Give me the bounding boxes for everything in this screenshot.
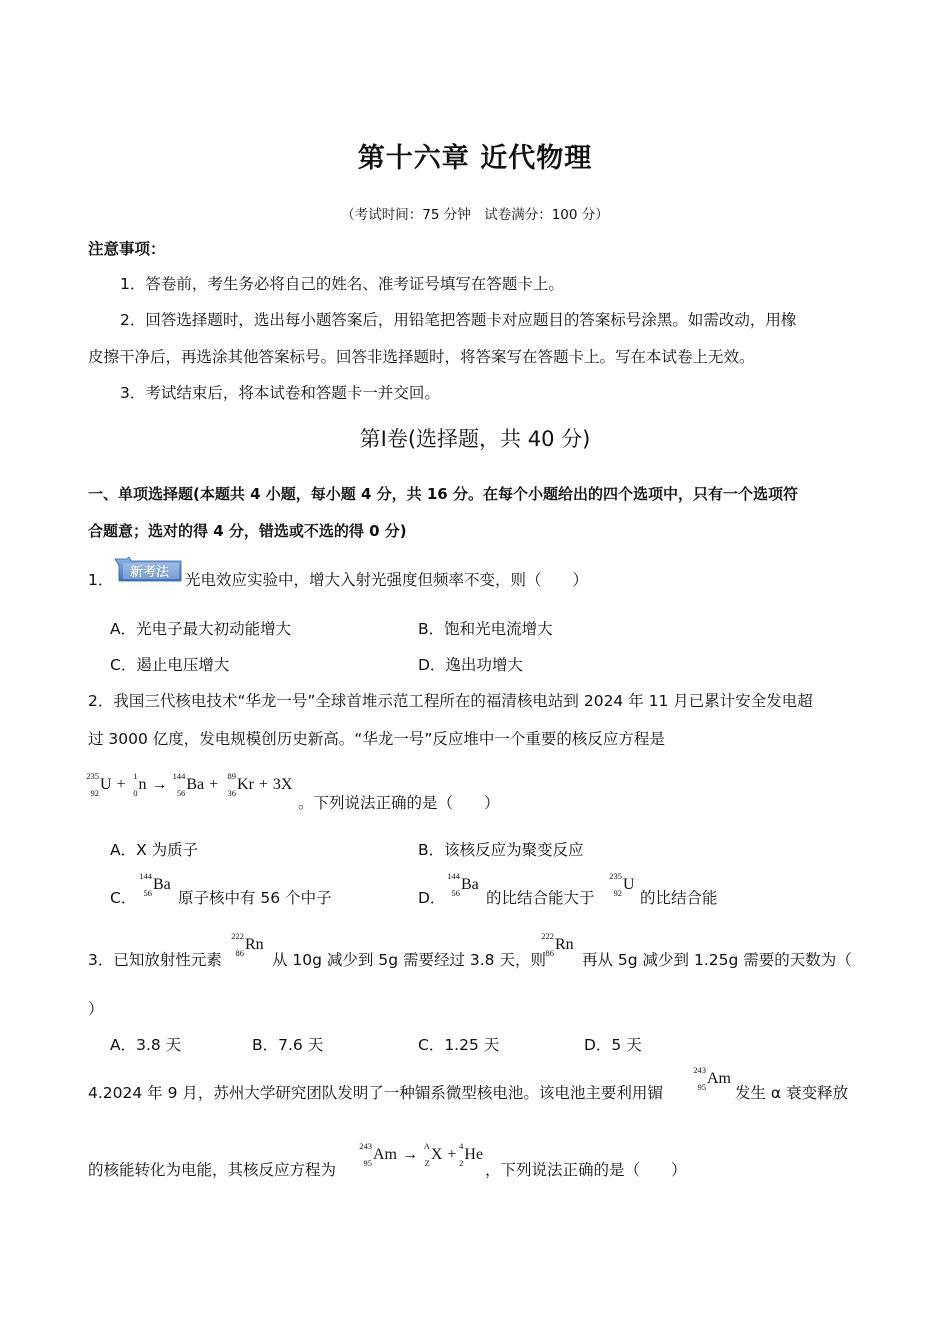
q3-text-part-4: ） — [88, 1000, 104, 1018]
q2-option-d-mid: 的比结合能大于 — [486, 889, 595, 907]
q2-option-b: B．该核反应为聚变反应 — [418, 841, 584, 859]
notice-heading: 注意事项： — [88, 240, 166, 258]
q4-text-part-1: 4.2024 年 9 月，苏州大学研究团队发明了一种镅系微型核电池。该电池主要利用镅 — [88, 1084, 663, 1102]
q1-text: 光电效应实验中，增大入射光强度但频率不变，则（ ） — [185, 571, 589, 589]
q2-option-d-label: D． — [418, 889, 446, 907]
notice-item-2-line-2: 皮擦干净后，再选涂其他答案标号。回答非选择题时，将答案写在答题卡上。写在本试卷上无效。 — [88, 348, 755, 366]
q2-option-d-nuclide-u: 235 92 U — [609, 871, 635, 898]
nuclide-ba144: 144 56 — [172, 771, 186, 798]
q2-option-a: A．X 为质子 — [110, 841, 199, 859]
q4-text-part-2: 发生 α 衰变释放 — [735, 1084, 849, 1102]
q3-text-part-1: 3．已知放射性元素 — [88, 951, 222, 969]
q4-text-part-3: 的核能转化为电能，其核反应方程为 — [88, 1161, 337, 1179]
q3-nuclide-rn-1: 222 86 Rn — [231, 931, 264, 958]
notice-item-3: 3．考试结束后，将本试卷和答题卡一并交回。 — [120, 384, 440, 402]
q1-option-a: A．光电子最大初动能增大 — [110, 620, 292, 638]
q1-option-c: C．遏止电压增大 — [110, 656, 230, 674]
section-title: 第Ⅰ卷(选择题，共 40 分) — [359, 427, 591, 451]
q3-text-part-3: 再从 5g 减少到 1.25g 需要的天数为（ — [582, 951, 852, 969]
q3-text-part-2: 从 10g 减少到 5g 需要经过 3.8 天，则 — [272, 951, 546, 969]
part1-instructions-line-2: 合题意；选对的得 4 分，错选或不选的得 0 分) — [88, 522, 407, 540]
exam-info: （考试时间：75 分钟 试卷满分：100 分） — [341, 207, 609, 223]
nuclide-u235: 235 92 — [86, 771, 99, 798]
part1-instructions-line-1: 一、单项选择题(本题共 4 小题，每小题 4 分，共 16 分。在每个小题给出的四个选项中，只有一个选项符 — [88, 485, 798, 503]
q3-option-a: A．3.8 天 — [110, 1036, 182, 1054]
q1-number: 1． — [88, 571, 114, 589]
q2-option-c-nuclide: 144 56 Ba — [139, 871, 171, 898]
q2-reaction-equation: 235 92 U + 1 0 n → 144 56 Ba + 89 36 Kr + 3X — [86, 771, 293, 798]
page-title: 第十六章 近代物理 — [357, 143, 593, 174]
q4-text-part-4: ，下列说法正确的是（ ） — [485, 1161, 687, 1179]
q2-text-line-1: 2．我国三代核电技术“华龙一号”全球首堆示范工程所在的福清核电站到 2024 年 11 月已累计安全发电超 — [88, 692, 813, 710]
q2-option-d-nuclide-ba: 144 56 Ba — [447, 871, 479, 898]
notice-item-1: 1．答卷前，考生务必将自己的姓名、准考证号填写在答题卡上。 — [120, 275, 564, 293]
q2-option-c-text: 原子核中有 56 个中子 — [178, 889, 332, 907]
nuclide-kr89: 89 36 — [227, 771, 237, 798]
notice-item-2-line-1: 2．回答选择题时，选出每小题答案后，用铅笔把答题卡对应题目的答案标号涂黑。如需改动，用橡 — [120, 311, 797, 329]
q3-nuclide-rn-2: 222 86 Rn — [541, 931, 574, 958]
q2-option-c-label: C． — [110, 889, 137, 907]
new-method-badge — [113, 557, 183, 583]
q4-nuclide-am: 243 95 Am — [693, 1065, 731, 1092]
badge-label: 新考法 — [130, 565, 170, 580]
q2-question-tail: 。下列说法正确的是（ ） — [298, 794, 500, 812]
nuclide-neutron: 1 0 — [133, 771, 138, 798]
q1-option-d: D．逸出功增大 — [418, 656, 523, 674]
q3-option-d: D．5 天 — [584, 1036, 642, 1054]
q2-text-line-2: 过 3000 亿度，发电规模创历史新高。“华龙一号”反应堆中一个重要的核反应方程是 — [88, 730, 665, 748]
q4-decay-equation: 243 95 Am → A Z X + 4 2 He — [359, 1141, 484, 1168]
q3-option-b: B．7.6 天 — [252, 1036, 324, 1054]
q3-option-c: C．1.25 天 — [418, 1036, 500, 1054]
q1-option-b: B．饱和光电流增大 — [418, 620, 553, 638]
q2-option-d-end: 的比结合能 — [640, 889, 718, 907]
